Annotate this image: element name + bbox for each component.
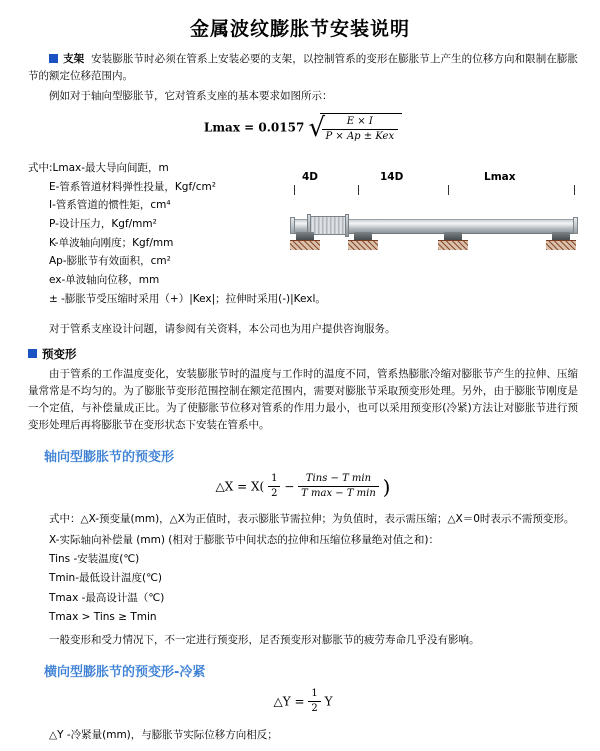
blue-square-bullet-icon: [49, 54, 58, 63]
pipe-assembly: [288, 197, 580, 263]
formula-lateral-lhs: △Y =: [273, 694, 305, 709]
section-predeform-paragraph-1: 由于管系的工作温度变化，安装膨胀节时的温度与工作时的温度不同，管系热膨胀冷缩对膨胀节产生的拉伸、压缩量常常是不均匀的。为了膨胀节变形范围控制在额定范围内，需要对膨胀节采取预变形处理。另外，由于膨胀节刚度是一个定值，与补偿量成正比。为了使膨胀节位移对管系的作用力最小，也可以采用预变形(冷紧)方法让对膨胀节进行预变形处理后再将膨胀节在变形状态下安装在管系中。: [28, 367, 578, 431]
support-foundation-hatch: [348, 240, 378, 250]
section-support-paragraph-2: 例如对于轴向型膨胀节，它对管系支座的基本要求如图所示：: [49, 90, 333, 102]
formula-lmax-expression: [204, 113, 402, 143]
diagram-label-14d: 14D: [380, 171, 404, 183]
section-support: [28, 51, 578, 85]
formula-lmax-lhs: Lmax = 0.0157: [203, 120, 305, 135]
definition-item: 式中:Lmax-最大导向间距，m: [28, 162, 169, 174]
definition-item: Ap-膨胀节有效面积，cm²: [49, 255, 171, 268]
axial-note-5: Tmax -最高设计温（℃): [49, 591, 165, 604]
sqrt-content: [320, 113, 403, 143]
definitions-and-diagram: [28, 153, 578, 315]
fraction-denominator: 2: [311, 703, 318, 715]
pipe-diagram-container: [286, 153, 580, 263]
formula-lmax: [28, 113, 578, 143]
definition-item: ex-单波轴向位移，mm: [49, 274, 160, 287]
support-foundation-hatch: [290, 240, 320, 250]
document-body: [0, 51, 600, 745]
diagram-tick: [448, 185, 449, 195]
fraction-half: [268, 473, 280, 501]
definition-item: E-管系管道材料弹性投量，Kgf/cm²: [49, 180, 216, 193]
definition-item: ± -膨胀节受压缩时采用（+）|Kex|；拉伸时采用(-)|Kexl。: [49, 292, 326, 305]
pipe-support-guide-3: [546, 232, 576, 249]
fraction-numerator: 1: [308, 688, 320, 703]
formula-minus-sign: −: [284, 479, 295, 493]
axial-note-4: Tmin-最低设计温度(℃): [49, 572, 162, 585]
diagram-dimension-labels: [288, 171, 580, 187]
document-page: [0, 14, 600, 751]
diagram-label-4d: 4D: [302, 171, 319, 183]
definition-item: P-设计压力，Kgf/mm²: [49, 218, 157, 231]
support-foundation-hatch: [438, 240, 468, 250]
axial-note-2: X-实际轴向补偿量 (mm) (相对于膨胀节中间状态的拉伸和压缩位移量绝对值之和)：: [49, 533, 439, 546]
pipe-support-anchor: [290, 232, 320, 249]
subsection-axial-predeform-heading: 轴向型膨胀节的预变形: [44, 449, 175, 465]
formula-axial-predeform: [28, 473, 578, 501]
section-support-paragraph-1: 安装膨胀节时必须在管系上安装必要的支架，以控制管系的变形在膨胀节上产生的位移方向和限制在膨胀节的额定位移范围内。: [28, 53, 579, 82]
fraction-numerator: 1: [268, 473, 280, 488]
fraction-denominator: P × Ap ± Kex: [325, 131, 395, 142]
definition-item: I-管系管道的惯性矩，cm⁴: [49, 199, 171, 212]
support-foundation-hatch: [546, 240, 576, 250]
fraction: [322, 116, 399, 143]
subsection-lateral-predeform-heading: 横向型膨胀节的预变形-冷紧: [44, 664, 206, 680]
sqrt-group: √ $\frac{E \times I}{\text{P × Ap ± Kex}}$: [309, 113, 403, 143]
fraction-temperature-ratio: [298, 473, 379, 501]
diagram-tick: [294, 185, 295, 195]
blue-square-bullet-icon: [28, 349, 37, 358]
fraction-half: [308, 688, 320, 716]
formula-axial-lhs: △X = X(: [215, 479, 265, 493]
fraction-denominator: 2: [271, 488, 278, 499]
section-support-heading: 支架: [63, 53, 85, 65]
formula-axial-rhs: ): [382, 474, 391, 499]
diagram-label-lmax: Lmax: [484, 171, 516, 183]
axial-note-6: Tmax > Tins ≥ Tmin: [49, 611, 157, 624]
formula-lateral-rhs: Y: [324, 694, 333, 709]
page-title: 金属波纹膨胀节安装说明: [189, 18, 410, 40]
pipe-support-guide-1: [348, 232, 378, 249]
pipe-diagram: [288, 171, 580, 263]
diagram-tick: [574, 185, 575, 195]
pipe-support-guide-2: [438, 232, 468, 249]
lateral-note: △Y -冷紧量(mm)，与膨胀节实际位移方向相反；: [49, 728, 278, 741]
fraction-numerator: E × I: [322, 116, 399, 130]
definition-item: K-单波轴向刚度；Kgf/mm: [49, 236, 174, 249]
axial-note-3: Tins -安装温度(℃): [49, 552, 140, 565]
axial-note-7: 一般变形和受力情况下，不一定进行预变形，足否预变形对膨胀节的疲劳寿命几乎没有影响。: [49, 633, 480, 646]
section-predeform-heading: [28, 346, 578, 362]
fraction-denominator: T max − T min: [301, 488, 376, 499]
formula-lateral-predeform: [28, 688, 578, 716]
fraction-numerator: Tins − T min: [298, 473, 379, 488]
section-predeform-heading-label: 预变形: [42, 346, 77, 361]
diagram-tick: [358, 185, 359, 195]
support-design-note: 对于管系支座设计问题，请参阅有关资料，本公司也为用户提供咨询服务。: [49, 322, 396, 335]
axial-note-1: 式中：△X-预变量(mm)，△X为正值时，表示膨胀节需拉伸；为负值时，表示需压缩；△X＝0时表示不需预变形。: [49, 512, 575, 525]
